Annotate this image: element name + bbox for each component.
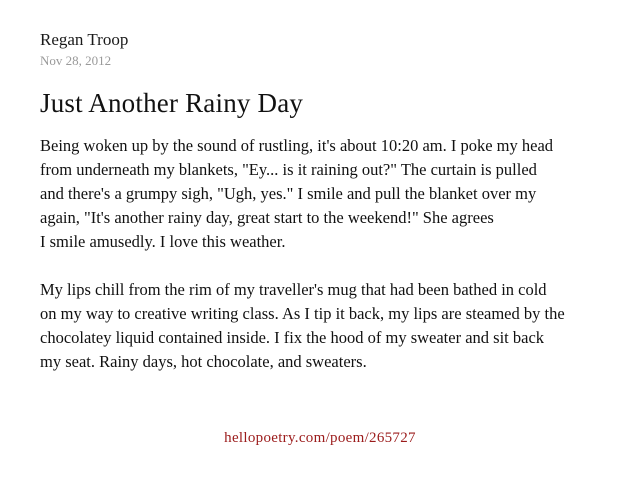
poem-line: and there's a grumpy sigh, "Ugh, yes." I smile and pull the blanket over my [40,184,537,203]
poem-title: Just Another Rainy Day [40,88,304,118]
poem-line: on my way to creative writing class. As I tip it back, my lips are steamed by the [40,304,565,323]
poem-line: I smile amusedly. I love this weather. [40,232,286,251]
poem-permalink[interactable]: hellopoetry.com/poem/265727 [224,430,416,446]
poem-line: my seat. Rainy days, hot chocolate, and sweaters. [40,352,367,371]
stanza-break [40,254,630,278]
poem-line: My lips chill from the rim of my traveller's mug that had been bathed in cold [40,280,547,299]
poem-line: Being woken up by the sound of rustling, it's about 10:20 am. I poke my head [40,136,554,155]
poem-body [40,134,630,374]
author-name-link[interactable]: Regan Troop [40,30,129,49]
poem-line: from underneath my blankets, "Ey... is it raining out?" The curtain is pulled [40,160,537,179]
publish-date: Nov 28, 2012 [40,53,112,68]
poem-line: chocolatey liquid contained inside. I fix the hood of my sweater and sit back [40,328,545,347]
poem-line: again, "It's another rainy day, great start to the weekend!" She agrees [40,208,494,227]
